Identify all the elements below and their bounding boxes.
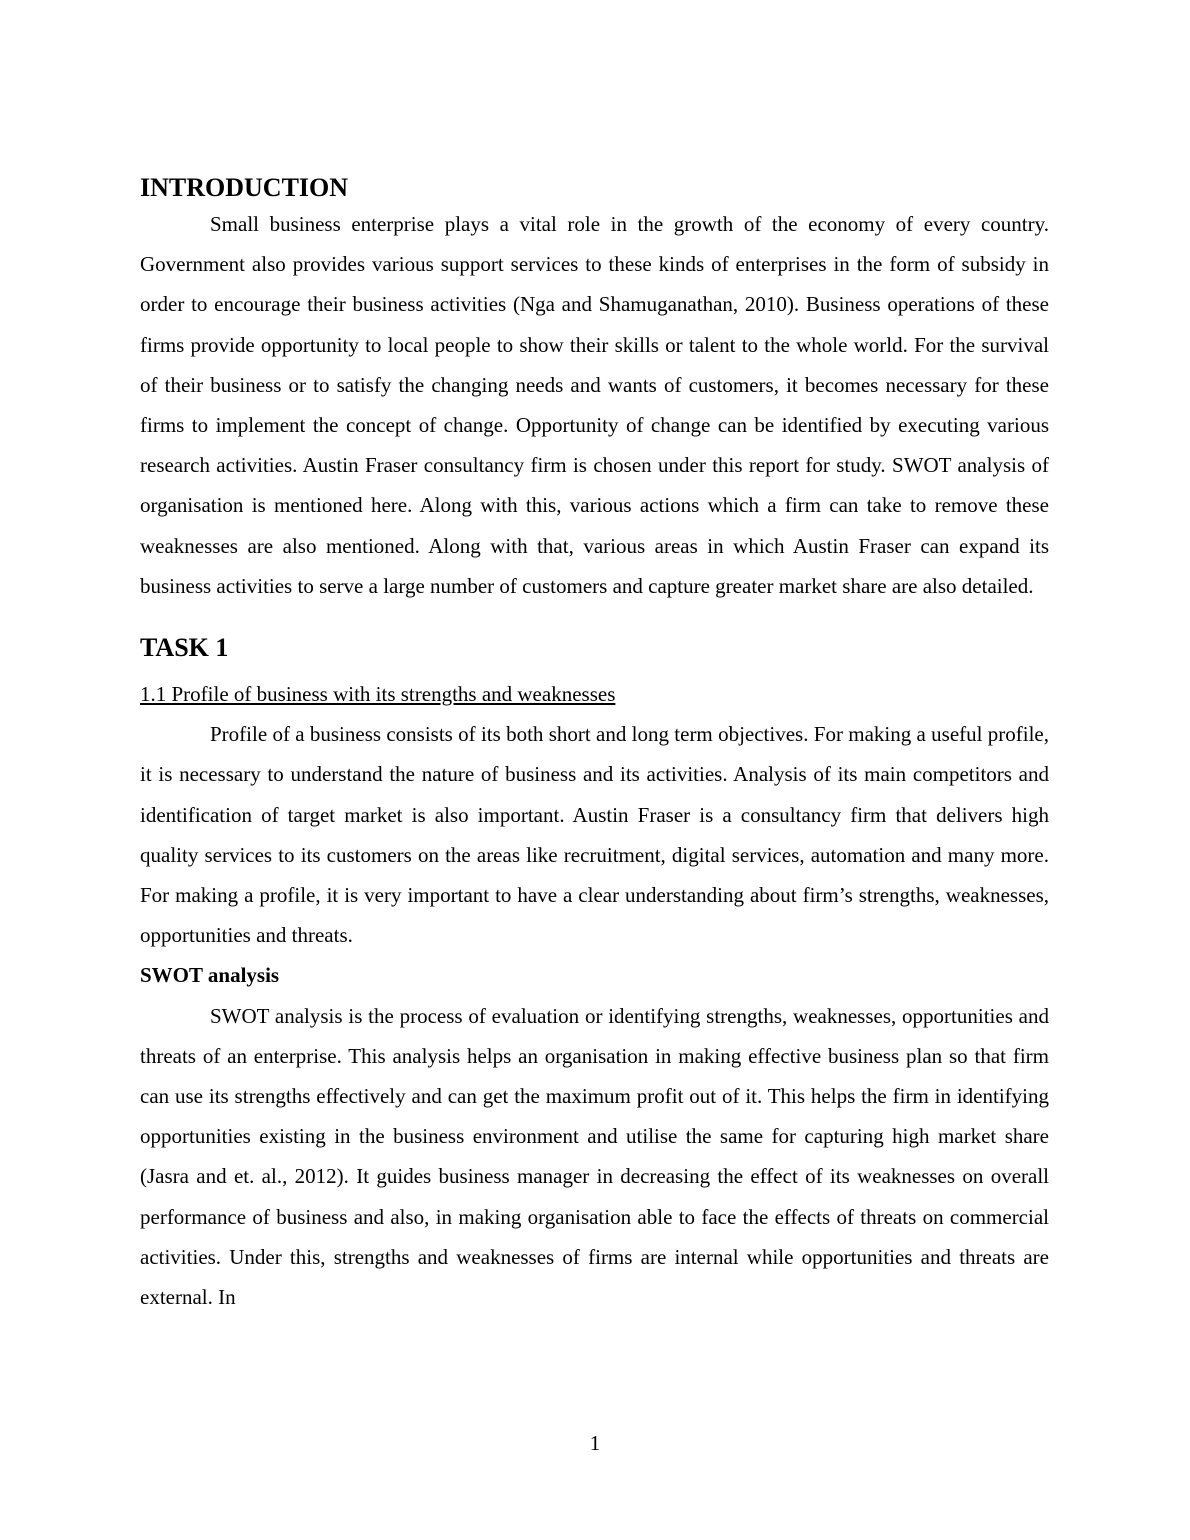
section-1-1-heading: 1.1 Profile of business with its strengths and weaknesses: [140, 682, 616, 707]
swot-analysis-heading: SWOT analysis: [140, 963, 280, 988]
profile-paragraph: Profile of a business consists of its both short and long term objectives. For making a useful profile, it is necessary to understand the nature of business and its activities. Analysis of its main competitors and identification of target market is also important. Austin Fraser is a consultancy firm that delivers high quality services to its customers on the areas like recruitment, digital services, automation and many more. For making a profile, it is very important to have a clear understanding about firm’s strengths, weaknesses, opportunities and threats.: [140, 722, 1049, 948]
introduction-paragraph: Small business enterprise plays a vital role in the growth of the economy of every country. Government also provides various support services to these kinds of enterprises in the form of subsidy in order to encourage their business activities (Nga and Shamuganathan, 2010). Business operations of these firms provide opportunity to local people to show their skills or talent to the whole world. For the survival of their business or to satisfy the changing needs and wants of customers, it becomes necessary for these firms to implement the concept of change. Opportunity of change can be identified by executing various research activities. Austin Fraser consultancy firm is chosen under this report for study. SWOT analysis of organisation is mentioned here. Along with this, various actions which a firm can take to remove these weaknesses are also mentioned. Along with that, various areas in which Austin Fraser can expand its business activities to serve a large number of customers and capture greater market share are also detailed.: [140, 212, 1049, 598]
introduction-heading: INTRODUCTION: [140, 173, 349, 202]
swot-paragraph: SWOT analysis is the process of evaluation or identifying strengths, weaknesses, opportunities and threats of an enterprise. This analysis helps an organisation in making effective business plan so that firm can use its strengths effectively and can get the maximum profit out of it. This helps the firm in identifying opportunities existing in the business environment and utilise the same for capturing high market share (Jasra and et. al., 2012). It guides business manager in decreasing the effect of its weaknesses on overall performance of business and also, in making organisation able to face the effects of threats on commercial activities. Under this, strengths and weaknesses of firms are internal while opportunities and threats are external. In: [140, 1003, 1049, 1310]
document-page: [140, 168, 1049, 1317]
page-number: 1: [589, 1431, 601, 1455]
task-1-heading: TASK 1: [140, 633, 229, 663]
